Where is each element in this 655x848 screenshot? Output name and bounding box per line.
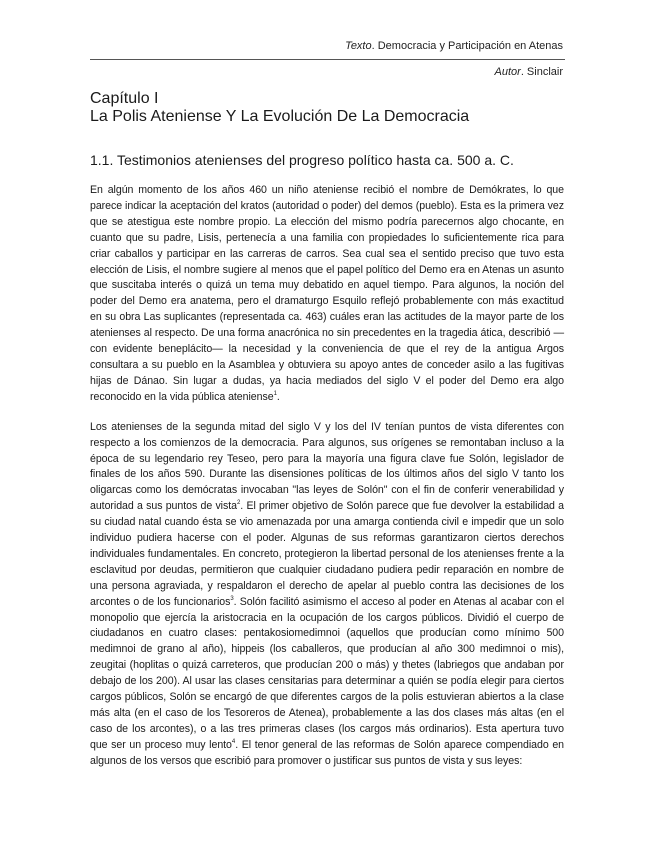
chapter-title: La Polis Ateniense Y La Evolución De La Democracia: [90, 108, 470, 125]
footnote-ref-2: 2: [236, 500, 241, 507]
header-rule: [90, 59, 565, 60]
paragraph-1-text: En algún momento de los años 460 un niño ateniense recibió el nombre de Demókrates, lo que parece indicar la aceptación del kratos (autoridad o poder) del demos (pueblo). Esta es la primera vez que se atestigua este nombre propio. La elección del mismo podría parecernos algo chocante, en cuanto que su padre, Lisis, pertenecía a una familia con propiedades lo suficientemente rica para criar caballos y participar en las carreras de carros. Sea cual sea el sentido preciso que tuvo esta elección de Lisis, el nombre sugiere al menos que el papel político del Demo era en Atenas un asunto que suscitaba interés o quizá un tema muy debatido en aquel tiempo. Para algunos, la noción del poder del Demo era anatema, pero el dramaturgo Esquilo reflejó probablemente con más exactitud en su obra Las suplicantes (representada ca. 463) cuáles eran las actitudes de la mayor parte de los atenienses al respecto. De una forma anacrónica no sin precedentes en la tragedia ática, describió —con evidente beneplácito— la necesidad y la conveniencia de que el rey de la antigua Argos consultara a su pueblo en la Asamblea y obtuviera su apoyo antes de conceder asilo a las fugitivas hijas de Dánao. Sin lugar a dudas, ya hacia mediados del siglo V el poder del Demo era algo reconocido en la vida pública ateniense: [90, 184, 564, 403]
header-title-text: . Democracia y Participación en Atenas: [371, 40, 563, 52]
paragraph-2-text-d: . El tenor general de las reformas de Solón aparece compendiado en algunos de los versos que escribió para promover o justificar sus puntos de vista y sus leyes:: [90, 738, 565, 767]
footnote-ref-1: 1: [273, 390, 277, 397]
running-header-title: [345, 40, 563, 53]
header-author-label: Autor: [494, 66, 521, 78]
paragraph-2-text-c: . Solón facilitó asimismo el acceso al poder en Atenas al acabar con el monopolio que ejercía la aristocracia en la ocupación de los cargos públicos. Dividió el cuerpo de ciudadanos en cuatro clases: pentakosiomedimnoi (aquellos que producían como mínimo 500 medimnoi de grano al año), hippeis (los caballeros, que producían al año 300 medimnoi o mis), zeugitai (hoplitas o quizá carreteros, que producían 200 o más) y thetes (labriegos que andaban por debajo de los 200). Al usar las clases censitarias para determinar a quién se podía elegir para ciertos cargos públicos, Solón se encargó de que diferentes cargos de la polis estuvieran abiertos a la clase más alta (en el caso de los Tesoreros de Atenea), probablemente a las dos clases más altas (en el caso de los arcontes), o a las tres primeras clases (los cargos más ordinarios). Esta apertura tuvo que ser un proceso muy lento: [90, 595, 564, 751]
footnote-ref-3: 3: [230, 595, 234, 602]
chapter-number: Capítulo I: [90, 90, 159, 107]
running-header-author: [495, 66, 563, 79]
section-title: 1.1. Testimonios atenienses del progreso político hasta ca. 500 a. C.: [90, 152, 514, 168]
body-text: [90, 183, 564, 784]
paragraph-1: En algún momento de los años 460 un niño ateniense recibió el nombre de Demókrates, lo que parece indicar la aceptación del kratos (autoridad o poder) del demos (pueblo). Esta es la primera vez que se atestigua este nombre propio. La elección del mismo podría parecernos algo chocante, en cuanto que su padre, Lisis, pertenecía a una familia con propiedades lo suficientemente rica para criar caballos y participar en las carreras de carros. Sea cual sea el sentido preciso que tuvo esta elección de Lisis, el nombre sugiere al menos que el papel político del Demo era en Atenas un asunto que suscitaba interés o quizá un tema muy debatido en aquel tiempo. Para algunos, la noción del poder del Demo era anatema, pero el dramaturgo Esquilo reflejó probablemente con más exactitud en su obra Las suplicantes (representada ca. 463) cuáles eran las actitudes de la mayor parte de los atenienses al respecto. De una forma anacrónica no sin precedentes en la tragedia ática, describió —con evidente beneplácito— la necesidad y la conveniencia de que el rey de la antigua Argos consultara a su pueblo en la Asamblea y obtuviera su apoyo antes de conceder asilo a las fugitivas hijas de Dánao. Sin lugar a dudas, ya hacia mediados del siglo V el poder del Demo era algo reconocido en la vida pública ateniense$^1$.: [90, 184, 564, 403]
paragraph-2-text-a: Los atenienses de la segunda mitad del siglo V y los del IV tenían puntos de vista diferentes con respecto a los comienzos de la democracia. Para algunos, sus orígenes se remontaban incluso a la época de su legendario rey Teseo, pero para la mayoría una figura clave fue Solón, legislador de finales de los años 590. Durante las disensiones políticas de los últimos años del siglo V tanto los oligarcas como los demócratas invocaban "las leyes de Solón" con el fin de conferir venerabilidad y autoridad a sus puntos de vista: [90, 420, 564, 513]
footnote-ref-4: 4: [231, 738, 236, 745]
chapter-heading: [90, 90, 570, 126]
paragraph-2-text-b: . El primer objetivo de Solón parece que fue devolver la estabilidad a su ciudad natal cuando ésta se vio amenazada por una amarga contienda civil e impedir que un solo individuo pudiera hacerse con el poder. Algunas de sus reformas garantizaron ciertos derechos individuales fundamentales. En concreto, protegieron la libertad personal de los atenienses frente a la esclavitud por deudas, permitieron que cualquier ciudadano pudiera pedir reparación en nombre de una persona agraviada, y respaldaron el derecho de apelar al pueblo contra las decisiones de los arcontes o de los funcionarios: [90, 500, 565, 608]
paragraph-2: [90, 420, 564, 770]
header-author-text: . Sinclair: [520, 66, 563, 78]
header-title-label: Texto: [345, 40, 372, 52]
